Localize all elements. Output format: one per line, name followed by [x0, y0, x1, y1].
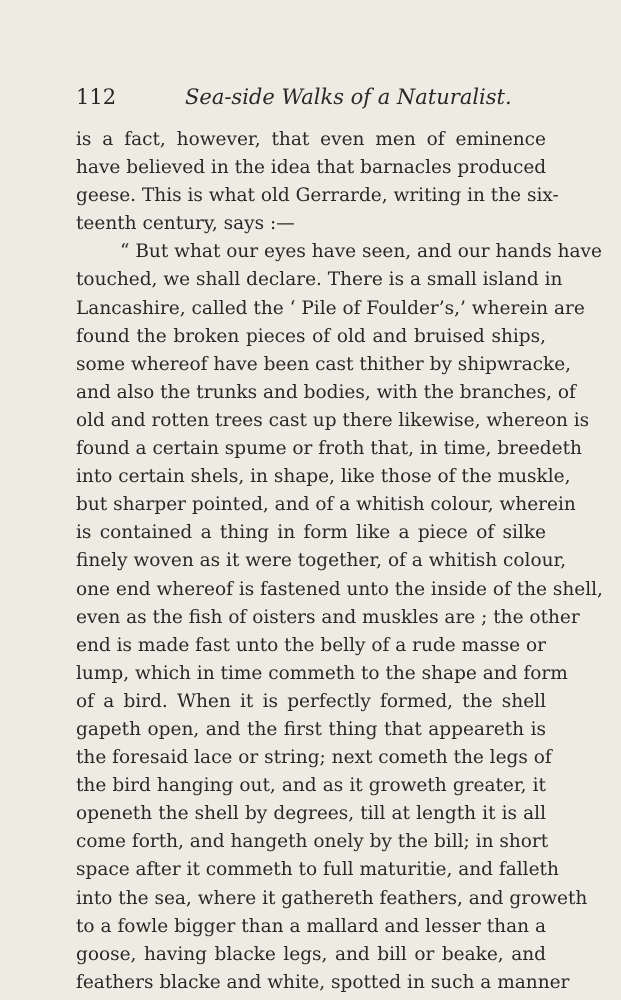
text-line: into the sea, where it gathereth feathers, and groweth: [76, 887, 588, 909]
text-line: is contained a thing in form like a piece of silke: [76, 522, 546, 544]
text-line: “ But what our eyes have seen, and our hands have: [120, 241, 602, 263]
text-line: the foresaid lace or string; next cometh the legs of: [76, 747, 552, 769]
text-line: found a certain spume or froth that, in time, breedeth: [76, 438, 582, 460]
text-line: found the broken pieces of old and bruised ships,: [76, 325, 546, 347]
text-line: Lancashire, called the ‘ Pile of Foulder’s,’ wherein are: [76, 297, 585, 319]
body-text: [76, 126, 603, 997]
text-line: lump, which in time commeth to the shape and form: [76, 662, 568, 684]
text-line: openeth the shell by degrees, till at length it is all: [76, 803, 546, 825]
text-line: the bird hanging out, and as it groweth greater, it: [76, 775, 546, 797]
text-line: but sharper pointed, and of a whitish colour, wherein: [76, 494, 576, 516]
text-line: end is made fast unto the belly of a rude masse or: [76, 634, 546, 656]
running-title: Sea-side Walks of a Naturalist.: [185, 85, 512, 109]
text-line: is a fact, however, that even men of eminence: [76, 129, 546, 150]
text-line: to a fowle bigger than a mallard and lesser than a: [76, 915, 546, 937]
text-line: geese. This is what old Gerrarde, writing in the six-: [76, 185, 559, 207]
text-line: teenth century, says :—: [76, 213, 295, 235]
text-line: finely woven as it were together, of a whitish colour,: [76, 550, 567, 572]
text-line: some whereof have been cast thither by shipwracke,: [76, 353, 572, 375]
text-line: come forth, and hangeth onely by the bill; in short: [76, 831, 549, 853]
text-line: space after it commeth to full maturitie, and falleth: [76, 859, 559, 881]
text-line: into certain shels, in shape, like those of the muskle,: [76, 466, 571, 488]
text-line: feathers blacke and white, spotted in such a manner: [76, 971, 570, 993]
text-line: even as the fish of oisters and muskles are ; the other: [76, 606, 580, 628]
text-line: goose, having blacke legs, and bill or beake, and: [76, 943, 546, 965]
text-line: and also the trunks and bodies, with the branches, of: [76, 381, 576, 403]
text-line: have believed in the idea that barnacles produced: [76, 157, 547, 179]
text-line: of a bird. When it is perfectly formed, the shell: [76, 690, 546, 712]
text-line: gapeth open, and the first thing that appeareth is: [76, 718, 546, 740]
text-line: one end whereof is fastened unto the inside of the shell,: [76, 578, 603, 600]
page-header: [76, 82, 546, 112]
text-line: old and rotten trees cast up there likewise, whereon is: [76, 409, 590, 431]
text-line: touched, we shall declare. There is a small island in: [76, 269, 563, 291]
page-number: 112: [76, 85, 117, 109]
